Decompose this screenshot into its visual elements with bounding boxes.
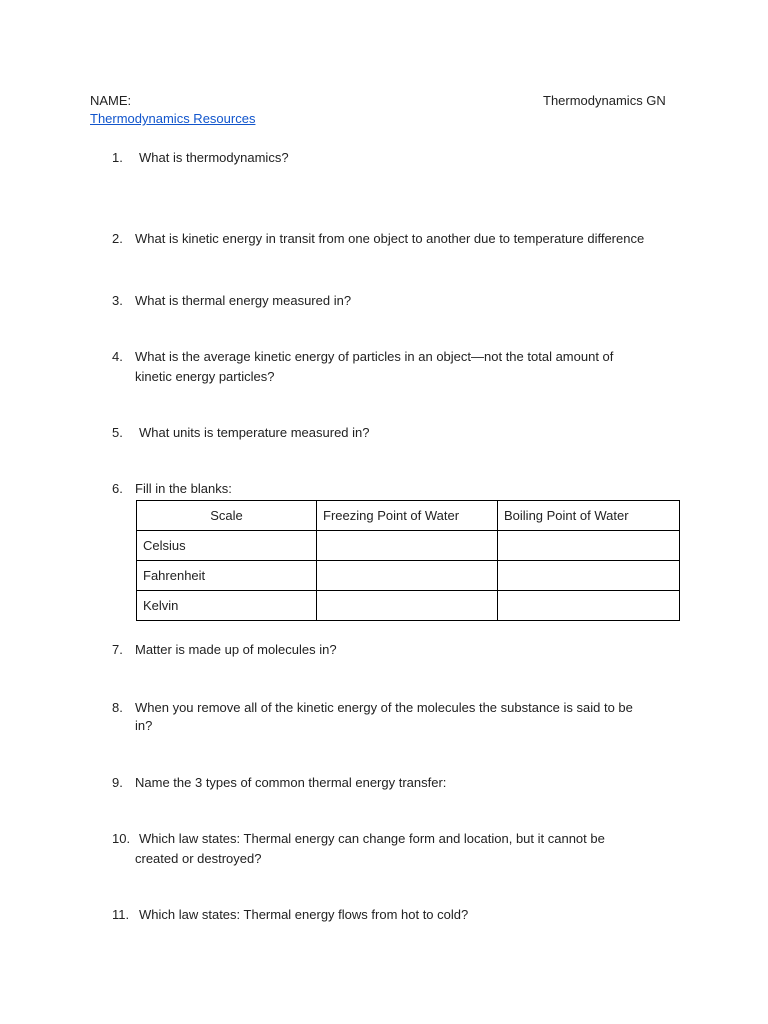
- question-number: 7.: [112, 642, 123, 657]
- table-blank-cell[interactable]: [498, 531, 680, 561]
- question-number: 4.: [112, 349, 123, 364]
- question-text: What units is temperature measured in?: [139, 425, 370, 440]
- table-row-label: Kelvin: [137, 591, 317, 621]
- table-row-label: Celsius: [137, 531, 317, 561]
- table-blank-cell[interactable]: [317, 561, 498, 591]
- table-blank-cell[interactable]: [317, 531, 498, 561]
- table-row: [137, 591, 680, 621]
- name-label: NAME:: [90, 93, 132, 108]
- question-text: What is kinetic energy in transit from one object to another due to temperature difference: [135, 231, 645, 246]
- question-number: 11.: [112, 907, 130, 922]
- document-title: Thermodynamics GN: [543, 93, 666, 108]
- resources-link[interactable]: Thermodynamics Resources: [90, 111, 256, 126]
- question-number: 2.: [112, 231, 123, 246]
- question-text-line-2: kinetic energy particles?: [135, 369, 275, 384]
- question-number: 10.: [112, 831, 131, 846]
- table-header-row: [137, 501, 680, 531]
- question-number: 8.: [112, 700, 123, 715]
- question-text: Which law states: Thermal energy flows from hot to cold?: [139, 907, 469, 922]
- table-blank-cell[interactable]: [498, 561, 680, 591]
- temperature-scale-table: [136, 500, 680, 621]
- question-text: Name the 3 types of common thermal energy transfer:: [135, 775, 447, 790]
- table-header-cell: Freezing Point of Water: [317, 501, 498, 531]
- question-number: 3.: [112, 293, 123, 308]
- question-text: Fill in the blanks:: [135, 481, 232, 496]
- question-text-line-2: in?: [135, 718, 153, 733]
- question-number: 1.: [112, 150, 123, 165]
- question-text: Matter is made up of molecules in?: [135, 642, 337, 657]
- table-row: [137, 531, 680, 561]
- question-text-line-1: Which law states: Thermal energy can change form and location, but it cannot be: [139, 831, 605, 846]
- table-row: [137, 561, 680, 591]
- question-text: What is thermal energy measured in?: [135, 293, 352, 308]
- table-header-cell: Scale: [137, 501, 317, 531]
- question-number: 9.: [112, 775, 123, 790]
- question-text-line-2: created or destroyed?: [135, 851, 262, 866]
- table-blank-cell[interactable]: [317, 591, 498, 621]
- table-row-label: Fahrenheit: [137, 561, 317, 591]
- question-text: What is thermodynamics?: [139, 150, 289, 165]
- question-text-line-1: What is the average kinetic energy of particles in an object—not the total amount of: [135, 349, 614, 364]
- table-header-cell: Boiling Point of Water: [498, 501, 680, 531]
- table-blank-cell[interactable]: [498, 591, 680, 621]
- question-number: 6.: [112, 481, 123, 496]
- question-number: 5.: [112, 425, 123, 440]
- question-text-line-1: When you remove all of the kinetic energy of the molecules the substance is said to be: [135, 700, 633, 715]
